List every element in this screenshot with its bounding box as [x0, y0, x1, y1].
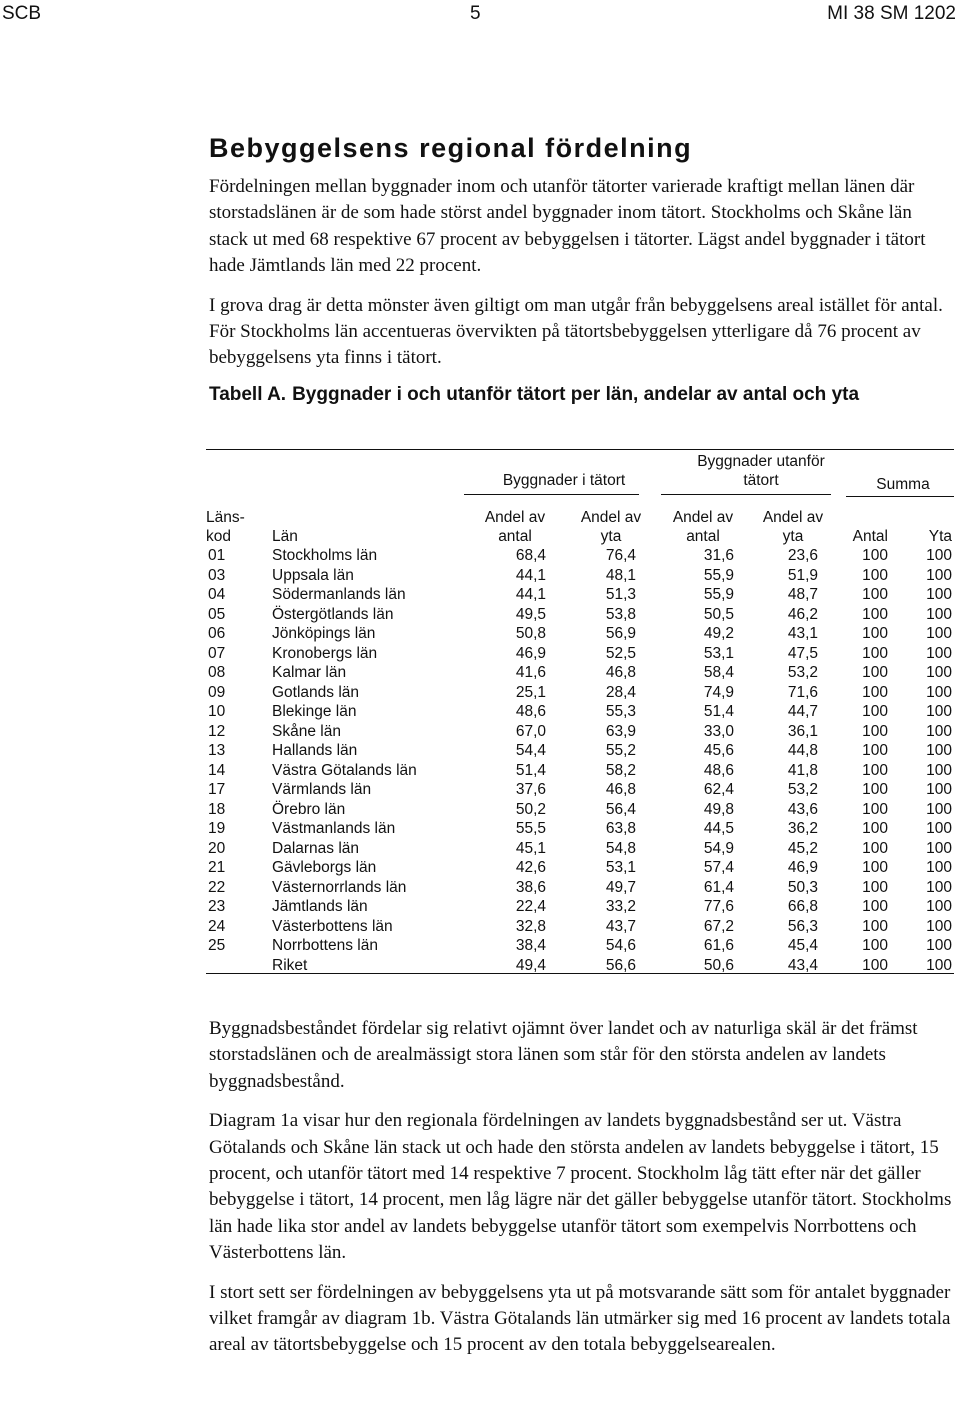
cell-lanskod: 05 [208, 605, 226, 623]
cell-outside-antal: 44,5 [703, 820, 734, 837]
cell-inside-yta: 56,9 [605, 625, 636, 642]
group-rule-outside [661, 494, 831, 495]
cell-inside-yta: 55,3 [605, 703, 636, 720]
cell-inside-antal: 41,6 [515, 664, 546, 681]
cell-outside-yta: 46,2 [787, 605, 818, 623]
cell-inside-yta: 52,5 [605, 644, 636, 662]
table-top-rule [206, 449, 954, 450]
cell-sum-antal: 100 [862, 664, 888, 681]
cell-lanskod: 25 [208, 937, 226, 954]
cell-sum-antal: 100 [862, 781, 888, 798]
cell-sum-yta: 100 [926, 859, 952, 876]
cell-outside-yta: 71,6 [787, 683, 818, 701]
cell-lan: Jönköpings län [272, 625, 376, 642]
table-row [206, 585, 954, 605]
cell-lanskod: 17 [208, 781, 226, 798]
col-header-antal: Antal [852, 528, 888, 545]
cell-inside-yta: 56,6 [605, 956, 636, 974]
col-header-outside-yta: Andel av yta [762, 509, 824, 545]
cell-outside-antal: 45,6 [703, 742, 734, 759]
cell-sum-antal: 100 [862, 586, 888, 603]
cell-sum-yta: 100 [926, 781, 952, 798]
cell-sum-yta: 100 [926, 664, 952, 681]
table-row [206, 741, 954, 761]
cell-sum-antal: 100 [862, 839, 888, 857]
cell-inside-antal: 51,4 [515, 761, 546, 779]
table-caption-label: Tabell A. [209, 383, 287, 405]
intro-section [209, 132, 954, 407]
cell-outside-antal: 55,9 [703, 566, 734, 584]
cell-outside-yta: 56,3 [787, 917, 818, 935]
cell-sum-yta: 100 [926, 703, 952, 720]
cell-inside-antal: 22,4 [515, 898, 546, 915]
cell-outside-antal: 77,6 [703, 898, 734, 915]
cell-outside-yta: 50,3 [787, 878, 818, 896]
cell-inside-antal: 48,6 [515, 703, 546, 720]
cell-outside-antal: 53,1 [703, 644, 734, 662]
page-header [0, 0, 960, 30]
cell-lanskod: 22 [208, 878, 226, 896]
group-rule-inside [464, 494, 639, 495]
cell-inside-yta: 28,4 [605, 683, 636, 701]
cell-inside-antal: 32,8 [515, 917, 546, 935]
cell-sum-yta: 100 [926, 898, 952, 915]
cell-inside-antal: 68,4 [515, 547, 546, 564]
cell-sum-yta: 100 [926, 722, 952, 740]
cell-lan: Stockholms län [272, 547, 378, 564]
cell-lanskod: 19 [208, 820, 226, 837]
cell-sum-yta: 100 [926, 644, 952, 662]
cell-inside-yta: 33,2 [605, 898, 636, 915]
cell-lan: Gävleborgs län [272, 859, 377, 876]
cell-inside-yta: 56,4 [605, 800, 636, 818]
cell-outside-antal: 55,9 [703, 586, 734, 603]
cell-lanskod: 23 [208, 898, 226, 915]
cell-sum-antal: 100 [862, 800, 888, 818]
cell-outside-antal: 58,4 [703, 664, 734, 681]
group-rule-sum [846, 496, 954, 497]
cell-lan: Riket [272, 956, 308, 974]
cell-outside-yta: 44,7 [787, 703, 818, 720]
cell-inside-yta: 76,4 [605, 547, 636, 564]
closing-paragraph-3: I stort sett ser fördelningen av bebyggelsens yta ut på motsvarande sätt som för antalet byggnader vilket framgår av diagram 1b. Västra Götalands län utmärker sig med 16 procent av landets totala areal av tätortsbebyggelse och 15 procent av den totala bebyggelsearealen. [209, 1281, 951, 1356]
cell-sum-antal: 100 [862, 956, 888, 974]
cell-sum-antal: 100 [862, 898, 888, 915]
cell-outside-yta: 43,6 [787, 800, 818, 818]
cell-inside-antal: 38,4 [515, 937, 546, 954]
cell-inside-antal: 49,5 [515, 605, 546, 623]
table-row [206, 663, 954, 683]
cell-lan: Västra Götalands län [272, 761, 417, 779]
table-row [206, 566, 954, 586]
cell-outside-antal: 49,8 [703, 800, 734, 818]
cell-outside-antal: 61,4 [703, 878, 734, 896]
cell-lanskod: 04 [208, 586, 226, 603]
col-header-outside-antal: Andel av antal [672, 509, 734, 545]
col-header-lan: Län [272, 528, 298, 545]
cell-inside-yta: 46,8 [605, 781, 636, 798]
cell-inside-yta: 58,2 [605, 761, 636, 779]
cell-sum-antal: 100 [862, 547, 888, 564]
table-row [206, 683, 954, 703]
cell-inside-yta: 53,8 [605, 605, 636, 623]
table-row [206, 761, 954, 781]
cell-sum-antal: 100 [862, 917, 888, 935]
cell-sum-yta: 100 [926, 937, 952, 954]
col-header-inside-yta: Andel av yta [580, 509, 642, 545]
cell-sum-yta: 100 [926, 566, 952, 584]
cell-lanskod: 24 [208, 917, 226, 935]
cell-sum-yta: 100 [926, 917, 952, 935]
group-header-outside-line1: Byggnader utanför [697, 453, 825, 470]
cell-outside-antal: 50,5 [703, 605, 734, 623]
cell-lanskod: 07 [208, 644, 226, 662]
table-row [206, 936, 954, 956]
cell-inside-yta: 49,7 [605, 878, 636, 896]
closing-paragraph-2: Diagram 1a visar hur den regionala fördelningen av landets byggnadsbestånd ser ut. Västra Götalands och Skåne län stack ut och hade den största andelen av landets bebyggelse i tätort, 15 procent, och utanför tätort med 14 respektive 7 procent. Stockholm låg tätt efter när det gäller bebyggelse i tätort, 14 procent, men låg lägre när det gäller bebyggelse utanför tätort. Stockholms län hade lika stor andel av landets bebyggelse utanför tätort som exempelvis Norrbottens och Västerbottens län. [209, 1110, 952, 1264]
cell-sum-antal: 100 [862, 859, 888, 876]
cell-inside-yta: 43,7 [605, 917, 636, 935]
cell-lan: Hallands län [272, 742, 358, 759]
cell-lanskod: 10 [208, 703, 226, 720]
table-row [206, 702, 954, 722]
table-row [206, 858, 954, 878]
cell-outside-antal: 49,2 [703, 625, 734, 642]
cell-inside-antal: 25,1 [515, 683, 546, 701]
header-right: MI 38 SM 1202 [827, 3, 956, 24]
cell-outside-antal: 50,6 [703, 956, 734, 974]
cell-sum-yta: 100 [926, 742, 952, 759]
cell-sum-yta: 100 [926, 547, 952, 564]
cell-lanskod: 21 [208, 859, 226, 876]
cell-inside-antal: 37,6 [515, 781, 546, 798]
cell-inside-antal: 50,2 [515, 800, 546, 818]
table-row [206, 722, 954, 742]
table-row [206, 780, 954, 800]
cell-inside-yta: 55,2 [605, 742, 636, 759]
cell-inside-yta: 63,8 [605, 820, 636, 837]
cell-outside-antal: 57,4 [703, 859, 734, 876]
cell-sum-antal: 100 [862, 761, 888, 779]
cell-outside-antal: 54,9 [703, 839, 734, 857]
cell-lan: Dalarnas län [272, 839, 360, 857]
cell-sum-antal: 100 [862, 742, 888, 759]
cell-inside-antal: 44,1 [515, 566, 546, 584]
table-bottom-rule [206, 973, 954, 974]
intro-paragraph-1: Fördelningen mellan byggnader inom och utanför tätorter varierade kraftigt mellan länen där storstadslänen är de som hade störst andel byggnader inom tätort. Stockholms och Skåne län stack ut med 68 respektive 67 procent av bebyggelsen i tätorter. Lägst andel byggnader i tätort hade Jämtlands län med 22 procent. [209, 176, 926, 277]
table-row [206, 839, 954, 859]
cell-lan: Uppsala län [272, 566, 354, 584]
cell-lan: Kronobergs län [272, 644, 378, 662]
cell-outside-yta: 53,2 [787, 781, 818, 798]
cell-lanskod: 08 [208, 664, 226, 681]
cell-inside-antal: 46,9 [515, 644, 546, 662]
cell-inside-yta: 48,1 [605, 566, 636, 584]
cell-outside-yta: 43,1 [787, 625, 818, 642]
cell-outside-yta: 43,4 [787, 956, 818, 974]
cell-sum-antal: 100 [862, 703, 888, 720]
cell-outside-yta: 51,9 [787, 566, 818, 584]
cell-sum-antal: 100 [862, 937, 888, 954]
table-row [206, 897, 954, 917]
cell-sum-yta: 100 [926, 839, 952, 857]
cell-inside-antal: 54,4 [515, 742, 546, 759]
cell-outside-yta: 36,1 [787, 722, 818, 740]
cell-lanskod: 18 [208, 800, 226, 818]
cell-outside-yta: 47,5 [787, 644, 818, 662]
cell-lan: Östergötlands län [272, 605, 394, 623]
table-row [206, 800, 954, 820]
group-header-inside: Byggnader i tätort [502, 472, 626, 489]
cell-lan: Västmanlands län [272, 820, 396, 837]
cell-lan: Skåne län [272, 722, 341, 740]
cell-inside-antal: 44,1 [515, 586, 546, 603]
cell-outside-yta: 41,8 [787, 761, 818, 779]
cell-sum-yta: 100 [926, 625, 952, 642]
section-title: Bebyggelsens regional fördelning [209, 133, 693, 163]
cell-sum-yta: 100 [926, 800, 952, 818]
cell-sum-antal: 100 [862, 625, 888, 642]
cell-lan: Värmlands län [272, 781, 372, 798]
cell-outside-yta: 23,6 [787, 547, 818, 564]
cell-outside-yta: 44,8 [787, 742, 818, 759]
cell-sum-yta: 100 [926, 956, 952, 974]
header-left: SCB [2, 3, 42, 24]
table-caption [209, 383, 954, 407]
cell-lanskod: 09 [208, 683, 226, 701]
cell-lan: Örebro län [272, 800, 346, 818]
cell-inside-yta: 53,1 [605, 859, 636, 876]
cell-sum-antal: 100 [862, 722, 888, 740]
table-row [206, 819, 954, 839]
cell-inside-yta: 46,8 [605, 664, 636, 681]
cell-inside-antal: 50,8 [515, 625, 546, 642]
cell-sum-antal: 100 [862, 644, 888, 662]
cell-lanskod: 12 [208, 722, 226, 740]
table-caption-text: Byggnader i och utanför tätort per län, andelar av antal och yta [292, 383, 860, 405]
cell-lan: Södermanlands län [272, 586, 406, 603]
cell-outside-antal: 33,0 [703, 722, 734, 740]
cell-inside-antal: 45,1 [515, 839, 546, 857]
table-body [206, 546, 954, 975]
cell-lanskod: 03 [208, 566, 226, 584]
cell-lanskod: 14 [208, 761, 226, 779]
cell-outside-yta: 66,8 [787, 898, 818, 915]
cell-lan: Västernorrlands län [272, 878, 407, 896]
table-row [206, 546, 954, 566]
cell-lanskod: 06 [208, 625, 226, 642]
cell-sum-antal: 100 [862, 878, 888, 896]
cell-outside-yta: 48,7 [787, 586, 818, 603]
cell-sum-antal: 100 [862, 820, 888, 837]
col-header-code: Läns- kod [206, 509, 245, 545]
cell-lan: Jämtlands län [272, 898, 368, 915]
cell-lanskod: 01 [208, 547, 226, 564]
cell-sum-antal: 100 [862, 605, 888, 623]
cell-outside-antal: 62,4 [703, 781, 734, 798]
cell-sum-yta: 100 [926, 605, 952, 623]
cell-inside-yta: 51,3 [605, 586, 636, 603]
cell-lan: Norrbottens län [272, 937, 378, 954]
group-header-sum: Summa [876, 476, 930, 493]
cell-lan: Blekinge län [272, 703, 357, 720]
cell-sum-antal: 100 [862, 566, 888, 584]
table-row [206, 917, 954, 937]
cell-outside-antal: 74,9 [703, 683, 734, 701]
cell-outside-antal: 31,6 [703, 547, 734, 564]
intro-paragraph-2: I grova drag är detta mönster även giltigt om man utgår från bebyggelsens areal istället för antal. För Stockholms län accentueras övervikten på tätortsbebyggelsen ytterligare då 76 procent av bebyggelsens yta finns i tätort. [209, 294, 943, 369]
col-header-yta: Yta [928, 528, 952, 545]
cell-sum-yta: 100 [926, 761, 952, 779]
cell-inside-antal: 38,6 [515, 878, 546, 896]
table-row [206, 624, 954, 644]
table-row [206, 644, 954, 664]
cell-inside-antal: 49,4 [515, 956, 546, 974]
page-number: 5 [470, 3, 481, 24]
cell-inside-antal: 42,6 [515, 859, 546, 876]
cell-sum-yta: 100 [926, 820, 952, 837]
cell-outside-antal: 67,2 [703, 917, 734, 935]
cell-sum-yta: 100 [926, 683, 952, 701]
closing-paragraph-1: Byggnadsbeståndet fördelar sig relativt ojämnt över landet och av naturliga skäl är det främst storstadslänen och de arealmässigt stora länen som står för den största andelen av landets byggnadsbestånd. [209, 1018, 918, 1092]
cell-sum-yta: 100 [926, 586, 952, 603]
cell-lan: Västerbottens län [272, 917, 393, 935]
closing-section [209, 1016, 954, 1359]
cell-inside-antal: 67,0 [515, 722, 546, 740]
group-header-outside-line2: tätort [743, 472, 779, 489]
cell-lanskod: 20 [208, 839, 226, 857]
cell-outside-yta: 36,2 [787, 820, 818, 837]
cell-lan: Kalmar län [272, 664, 347, 681]
table-row [206, 605, 954, 625]
table-row [206, 878, 954, 898]
cell-inside-antal: 55,5 [515, 820, 546, 837]
cell-outside-yta: 45,2 [787, 839, 818, 857]
cell-outside-antal: 51,4 [703, 703, 734, 720]
cell-outside-yta: 46,9 [787, 859, 818, 876]
cell-inside-yta: 54,8 [605, 839, 636, 857]
cell-lanskod: 13 [208, 742, 226, 759]
cell-outside-yta: 53,2 [787, 664, 818, 681]
cell-inside-yta: 54,6 [605, 937, 636, 954]
cell-inside-yta: 63,9 [605, 722, 636, 740]
col-header-inside-antal: Andel av antal [484, 509, 546, 545]
cell-sum-antal: 100 [862, 683, 888, 701]
cell-outside-antal: 61,6 [703, 937, 734, 954]
cell-outside-yta: 45,4 [787, 937, 818, 954]
cell-outside-antal: 48,6 [703, 761, 734, 779]
cell-lan: Gotlands län [272, 683, 360, 701]
cell-sum-yta: 100 [926, 878, 952, 896]
